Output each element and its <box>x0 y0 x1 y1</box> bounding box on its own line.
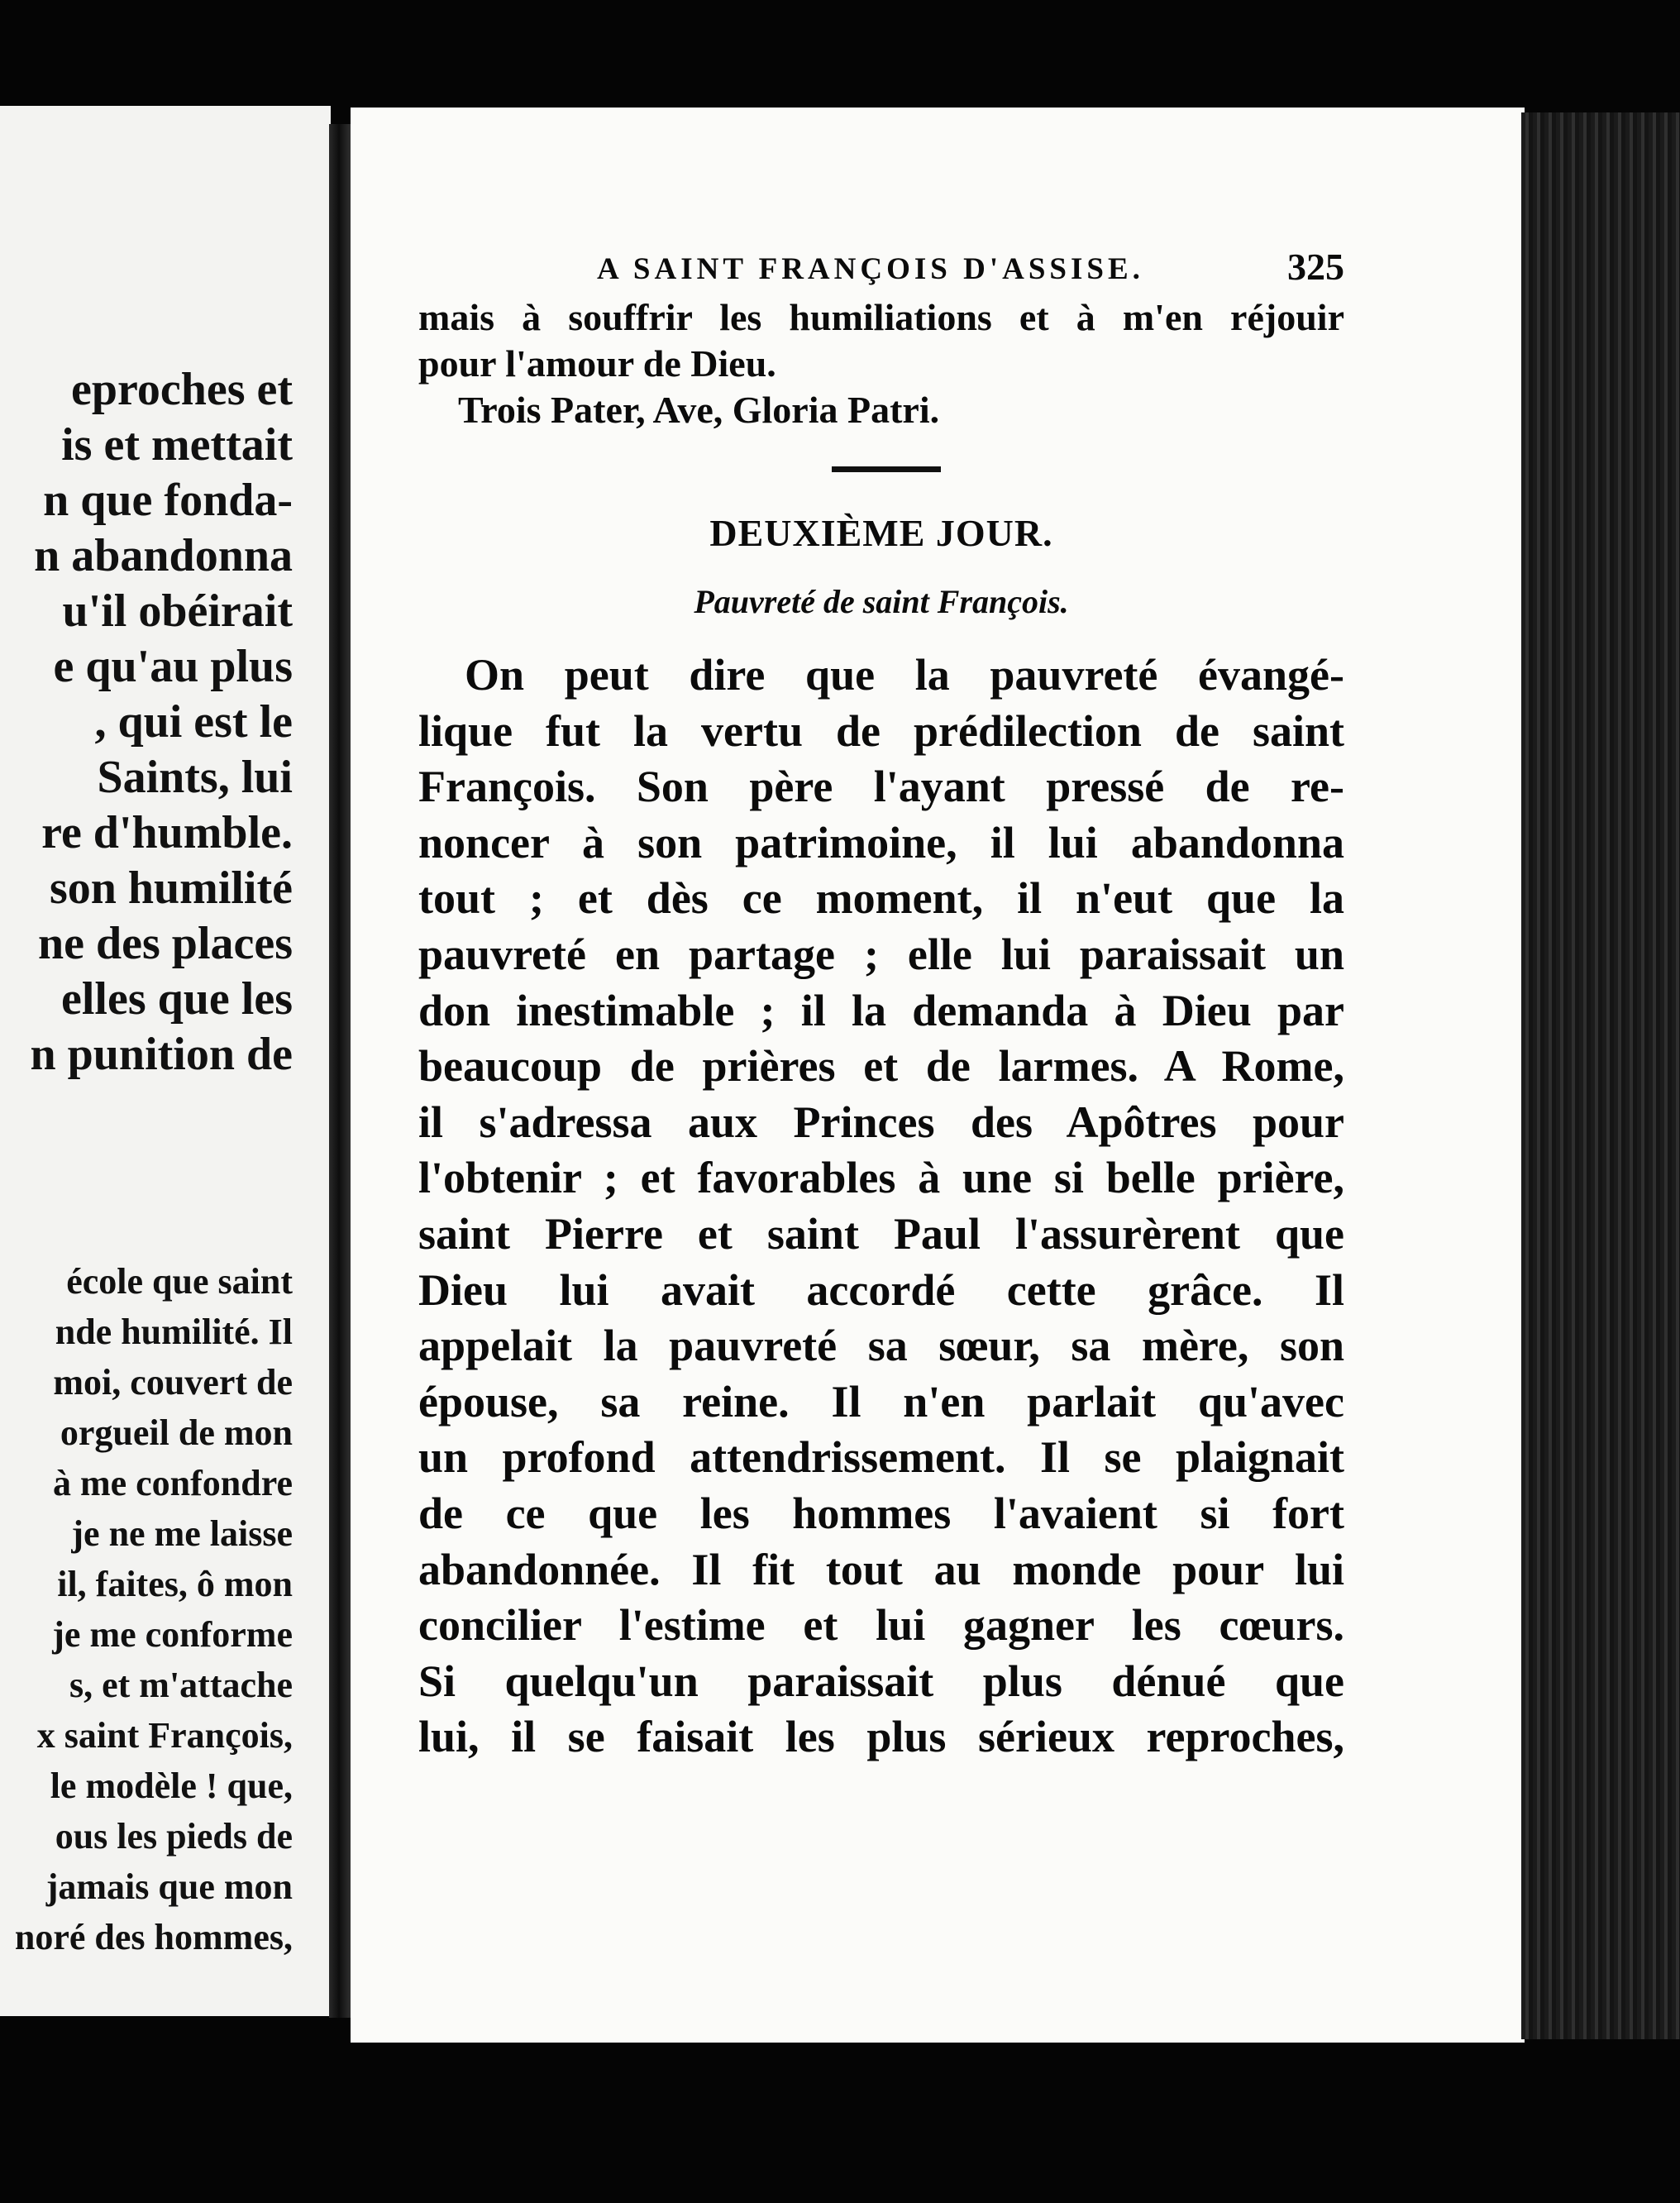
main-page-content <box>418 245 1344 1766</box>
text-line: le modèle ! que, <box>50 1766 293 1806</box>
text-line: x saint François, <box>36 1715 293 1756</box>
text-line: lui, il se faisait les plus sérieux reproches, <box>418 1712 1344 1762</box>
text-line: Si quelqu'un paraissait plus dénué que <box>418 1656 1344 1706</box>
text-line: je ne me laisse <box>71 1513 293 1554</box>
text-line: n punition de <box>30 1029 293 1080</box>
text-line: noncer à son patrimoine, il lui abandonna <box>418 817 1344 867</box>
text-line: Saints, lui <box>97 752 293 803</box>
text-line: je me conforme <box>52 1614 293 1655</box>
text-line: pour l'amour de Dieu. <box>418 342 776 385</box>
facing-text-block-top <box>0 362 293 1082</box>
page-number: 325 <box>1287 246 1344 288</box>
text-line: ous les pieds de <box>55 1816 293 1857</box>
text-line: don inestimable ; il la demanda à Dieu par <box>418 985 1344 1035</box>
facing-text-block-bottom <box>0 1256 293 1962</box>
page-edges <box>1521 112 1680 2039</box>
text-line: re d'humble. <box>41 807 293 858</box>
text-line: concilier l'estime et lui gagner les cœurs. <box>418 1600 1344 1651</box>
running-head-title: A SAINT FRANÇOIS D'ASSISE. <box>597 252 1144 286</box>
text-line: , qui est le <box>94 696 293 748</box>
text-line: un profond attendrissement. Il se plaignait <box>418 1432 1344 1483</box>
text-line: pauvreté en partage ; elle lui paraissait un <box>418 929 1344 979</box>
body-paragraph <box>418 648 1344 1766</box>
text-line: is et mettait <box>61 419 293 471</box>
text-line: jamais que mon <box>45 1866 293 1907</box>
prayer-line: Trois Pater, Ave, Gloria Patri. <box>458 389 940 431</box>
text-line: l'obtenir ; et favorables à une si belle prière, <box>418 1153 1344 1203</box>
text-line: tout ; et dès ce moment, il n'eut que la <box>418 873 1344 924</box>
text-line: beaucoup de prières et de larmes. A Rome, <box>418 1041 1344 1092</box>
text-line: il s'adressa aux Princes des Apôtres pour <box>418 1097 1344 1147</box>
text-line: e qu'au plus <box>53 641 293 692</box>
text-line: elles que les <box>61 973 293 1025</box>
text-line: François. Son père l'ayant pressé de re- <box>418 762 1344 812</box>
text-line: à me confondre <box>52 1463 293 1503</box>
facing-page <box>0 106 331 2016</box>
text-line: il, faites, ô mon <box>57 1564 293 1604</box>
text-line: On peut dire que la pauvreté évangé- <box>465 650 1344 700</box>
text-line: ne des places <box>38 918 293 969</box>
text-line: lique fut la vertu de prédilection de saint <box>418 705 1344 756</box>
section-title: DEUXIÈME JOUR. <box>709 512 1053 554</box>
spacer <box>0 1082 293 1256</box>
section-subtitle: Pauvreté de saint François. <box>694 583 1069 620</box>
section-divider <box>832 466 941 472</box>
text-line: de ce que les hommes l'avaient si fort <box>418 1488 1344 1538</box>
facing-page-text <box>0 362 293 1962</box>
text-line: orgueil de mon <box>60 1412 293 1453</box>
text-line: u'il obéirait <box>62 585 293 637</box>
text-line: nde humilité. Il <box>55 1312 293 1352</box>
running-head <box>418 245 1344 294</box>
text-line: saint Pierre et saint Paul l'assurèrent que <box>418 1208 1344 1259</box>
text-line: n que fonda- <box>43 475 293 526</box>
text-line: abandonnée. Il fit tout au monde pour lui <box>418 1544 1344 1594</box>
text-line: mais à souffrir les humiliations et à m'en réjouir <box>418 296 1344 338</box>
text-line: n abandonna <box>34 530 293 581</box>
text-line: Dieu lui avait accordé cette grâce. Il <box>418 1264 1344 1315</box>
text-line: appelait la pauvreté sa sœur, sa mère, son <box>418 1321 1344 1371</box>
text-line: moi, couvert de <box>53 1362 293 1403</box>
text-line: épouse, sa reine. Il n'en parlait qu'avec <box>418 1376 1344 1426</box>
text-line: s, et m'attache <box>69 1665 293 1705</box>
text-line: noré des hommes, <box>14 1917 293 1957</box>
text-line: eproches et <box>71 364 293 415</box>
text-line: école que saint <box>66 1261 293 1302</box>
intro-paragraph <box>418 294 1344 433</box>
text-line: son humilité <box>49 863 293 914</box>
